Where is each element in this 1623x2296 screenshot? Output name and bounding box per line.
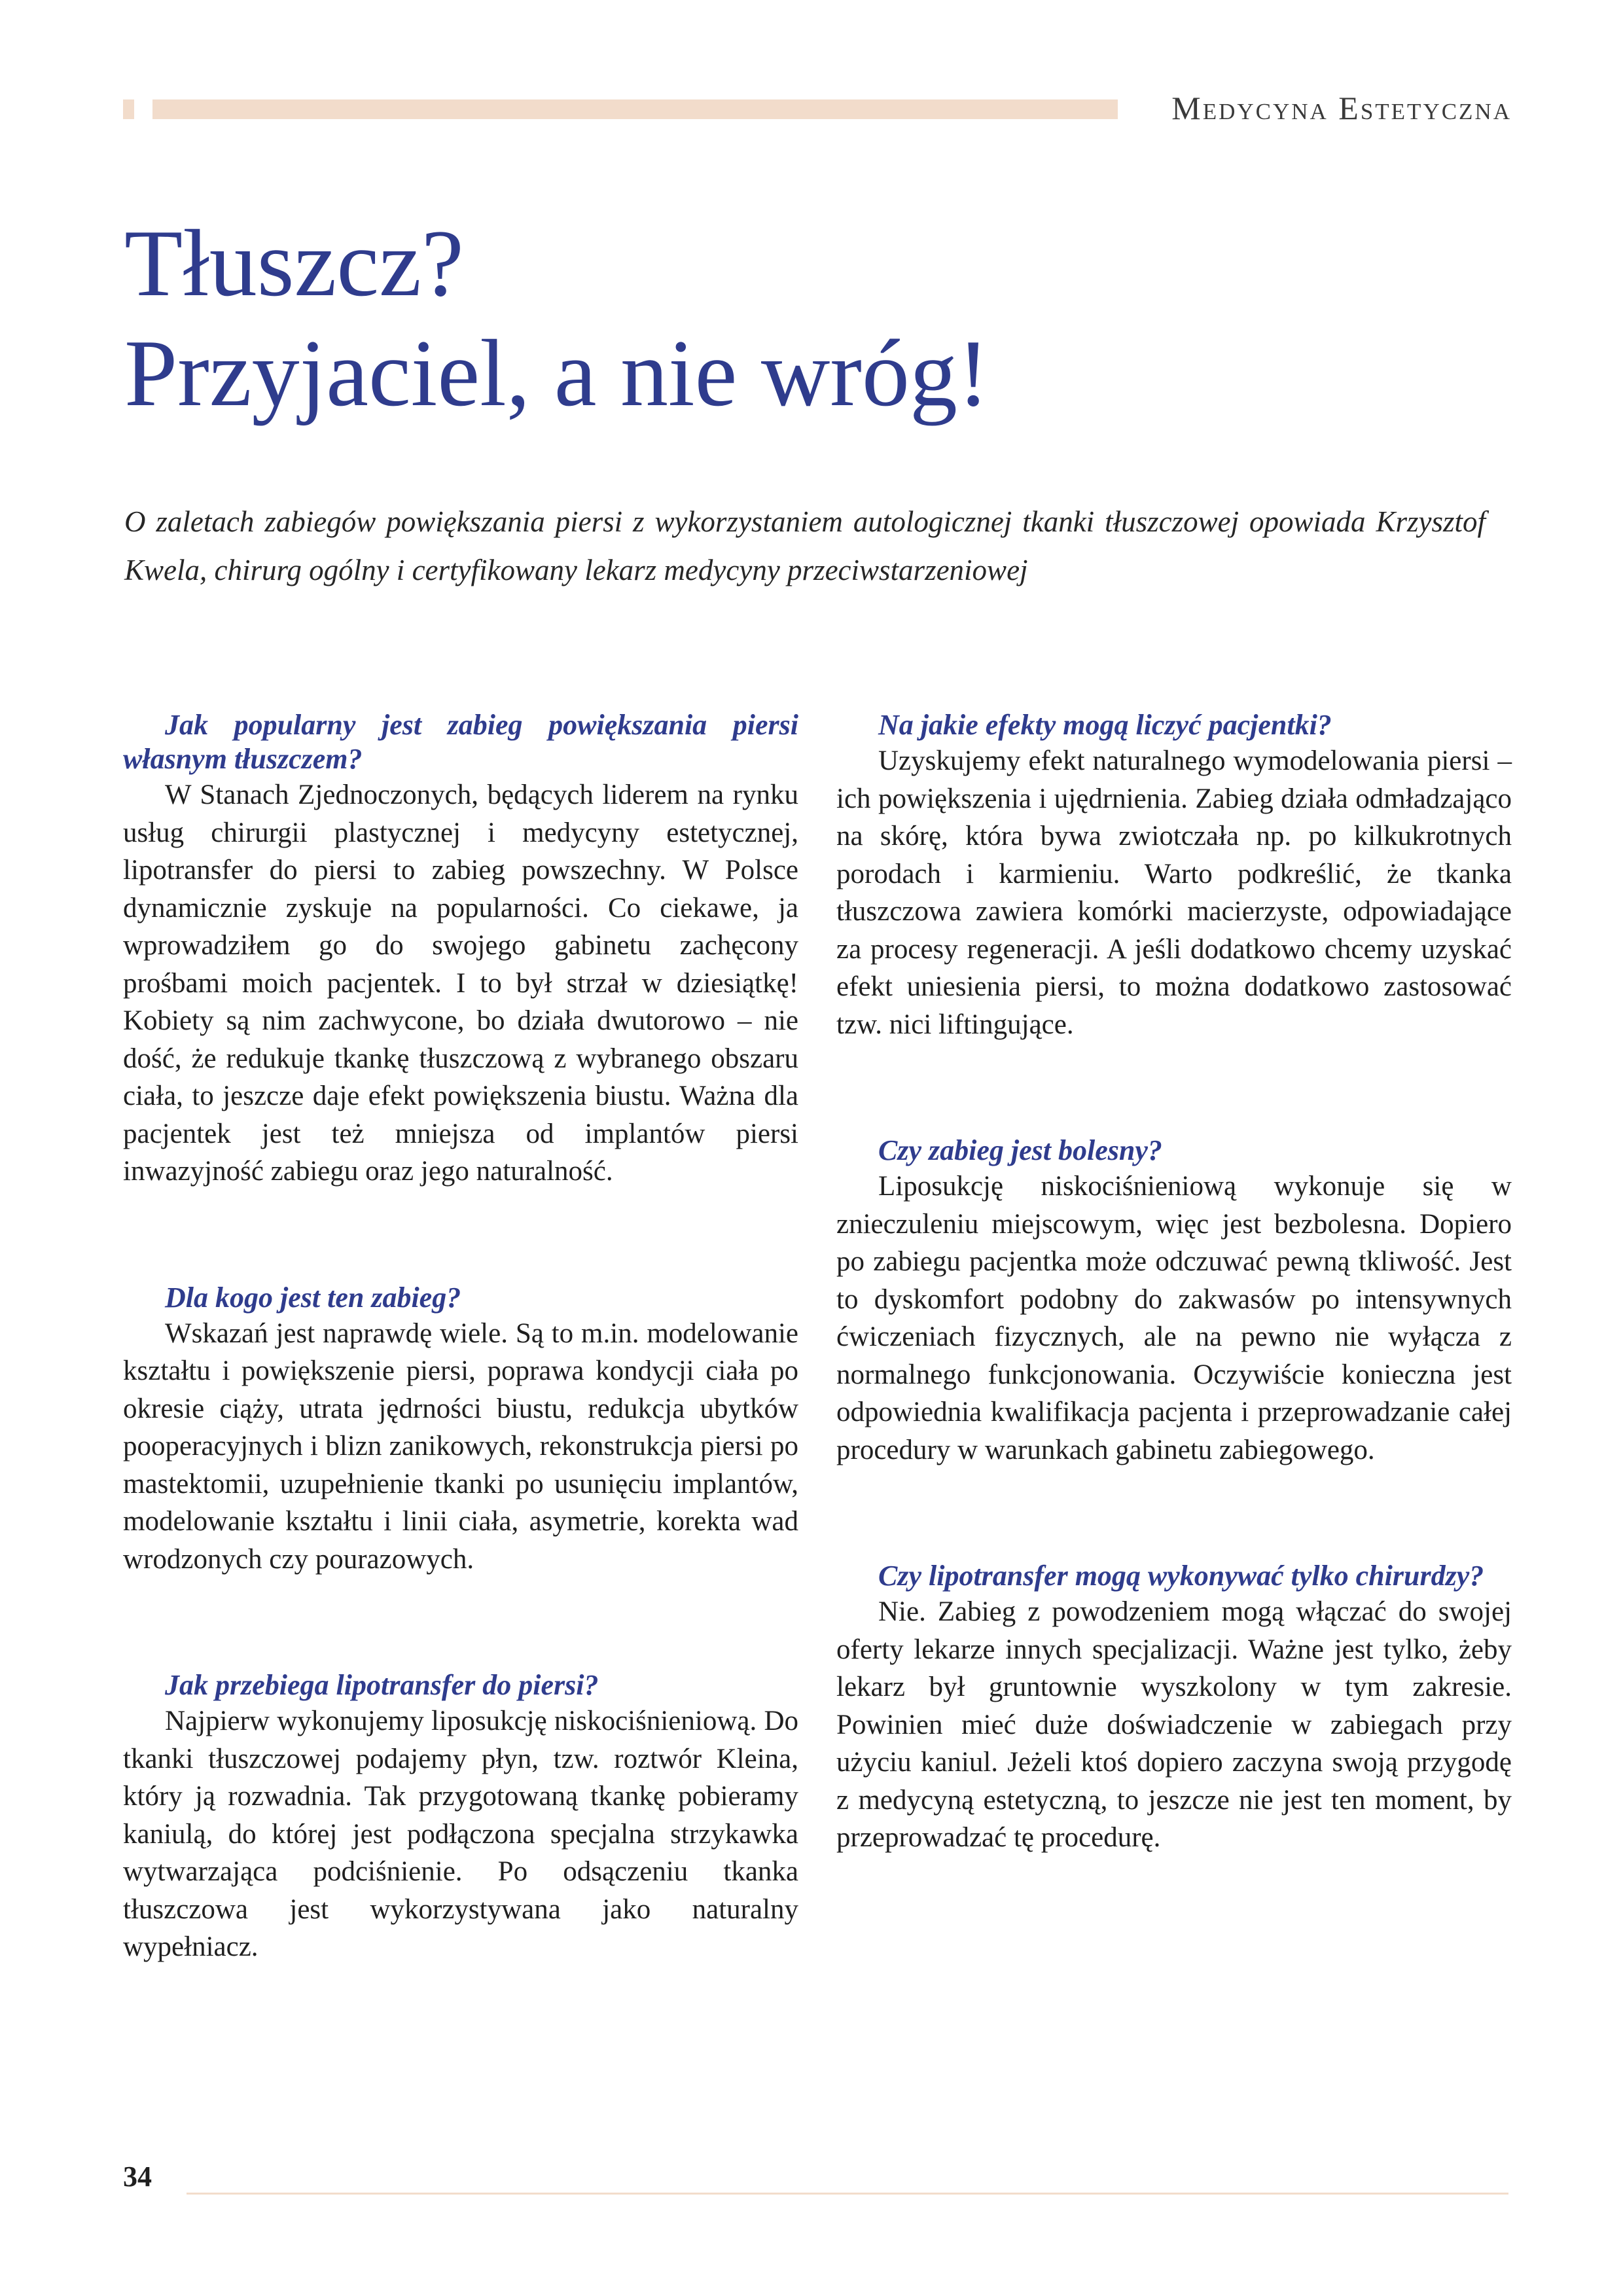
qa-block xyxy=(123,1281,798,1579)
section-label: Medycyna Estetyczna xyxy=(1171,90,1512,126)
question-heading: Czy lipotransfer mogą wykonywać tylko chirurdzy? xyxy=(878,1560,1484,1592)
answer-paragraph: Liposukcję niskociśnieniową wykonuje się w znieczuleniu miejscowym, więc jest bezbolesna. Dopiero po zabiegu pacjentka może odczuwać pewną tkliwość. Jest to dyskomfort podobny do zakwasów po intensywnych ćwiczeniach fizycznych, ale na pewno nie wyłącza z normalnego funkcjonowania. Oczywiście konieczna jest odpowiednia kwalifikacja pacjenta i przeprowadzanie całej procedury w warunkach gabinetu zabiegowego. xyxy=(836,1171,1512,1465)
footer-rule xyxy=(187,2193,1508,2195)
page-number: 34 xyxy=(123,2161,152,2193)
answer-paragraph: Uzyskujemy efekt naturalnego wymodelowania piersi – ich powiększenia i ujędrnienia. Zabieg działa odmładzająco na skórę, która bywa zwiotczała np. po kilkukrotnych porodach i karmieniu. Warto podkreślić, że tkanka tłuszczowa zawiera komórki macierzyste, odpowiadające za procesy regeneracji. A jeśli dodatkowo chcemy uzyskać efekt uniesienia piersi, to można dodatkowo zastosować tzw. nici liftingujące. xyxy=(836,745,1512,1040)
article-title-line-1: Tłuszcz? xyxy=(124,210,464,316)
question-heading: Jak popularny jest zabieg powiększania piersi własnym tłuszczem? xyxy=(123,709,798,775)
answer-paragraph: Nie. Zabieg z powodzeniem mogą włączać do swojej oferty lekarze innych specjalizacji. Ważne jest tylko, żeby lekarz był gruntownie wyszkolony w tym zakresie. Powinien mieć duże doświadczenie w zabiegach przy użyciu kaniul. Jeżeli ktoś dopiero zaczyna swoją przygodę z medycyną estetyczną, to jeszcze nie jest ten moment, by przeprowadzać tę procedurę. xyxy=(836,1596,1512,1853)
qa-block xyxy=(836,708,1512,1043)
answer-paragraph: Wskazań jest naprawdę wiele. Są to m.in. modelowanie kształtu i powiększenie piersi, poprawa kondycji ciała po okresie ciąży, utrata jędrności biustu, redukcja ubytków pooperacyjnych i blizn zanikowych, rekonstrukcja piersi po mastektomii, uzupełnienie tkanki po usunięciu implantów, modelowanie kształtu i linii ciała, asymetrie, korekta wad wrodzonych czy pourazowych. xyxy=(123,1318,798,1575)
question-heading: Na jakie efekty mogą liczyć pacjentki? xyxy=(878,709,1332,741)
question-heading: Dla kogo jest ten zabieg? xyxy=(165,1281,461,1314)
header-accent-square xyxy=(123,99,134,119)
article-lead: O zaletach zabiegów powiększania piersi z wykorzystaniem autologicznej tkanki tłuszczowej opowiada Krzysztof Kwela, chirurg ogólny i certyfikowany lekarz medycyny przeciwstarzeniowej xyxy=(124,505,1486,586)
right-column xyxy=(836,708,1512,1947)
left-column xyxy=(123,708,798,2056)
answer-paragraph: Najpierw wykonujemy liposukcję niskociśnieniową. Do tkanki tłuszczowej podajemy płyn, tzw. roztwór Kleina, który ją rozwadnia. Tak przygotowaną tkankę pobieramy kaniulą, do której jest podłączona specjalna strzykawka wytwarzająca podciśnienie. Po odsączeniu tkanka tłuszczowa jest wykorzystywana jako naturalny wypełniacz. xyxy=(123,1706,798,1962)
article-title xyxy=(124,208,990,428)
question-heading: Czy zabieg jest bolesny? xyxy=(878,1134,1162,1166)
header-accent-bar xyxy=(152,99,1118,119)
qa-block xyxy=(123,708,798,1191)
question-heading: Jak przebiega lipotransfer do piersi? xyxy=(165,1669,599,1701)
qa-block xyxy=(836,1134,1512,1469)
article-title-line-2: Przyjaciel, a nie wróg! xyxy=(124,320,990,426)
answer-paragraph: W Stanach Zjednoczonych, będących liderem na rynku usług chirurgii plastycznej i medycyny estetycznej, lipotransfer do piersi to zabieg powszechny. W Polsce dynamicznie zyskuje na popularności. Co ciekawe, ja wprowadziłem go do swojego gabinetu zachęcony prośbami moich pacjentek. I to był strzał w dziesiątkę! Kobiety są nim zachwycone, bo działa dwutorowo – nie dość, że redukuje tkankę tłuszczową z wybranego obszaru ciała, to jeszcze daje efekt powiększenia biustu. Ważna dla pacjentek jest też mniejsza od implantów piersi inwazyjność zabiegu oraz jego naturalność. xyxy=(123,780,798,1187)
qa-block xyxy=(836,1559,1512,1857)
qa-block xyxy=(123,1668,798,1966)
